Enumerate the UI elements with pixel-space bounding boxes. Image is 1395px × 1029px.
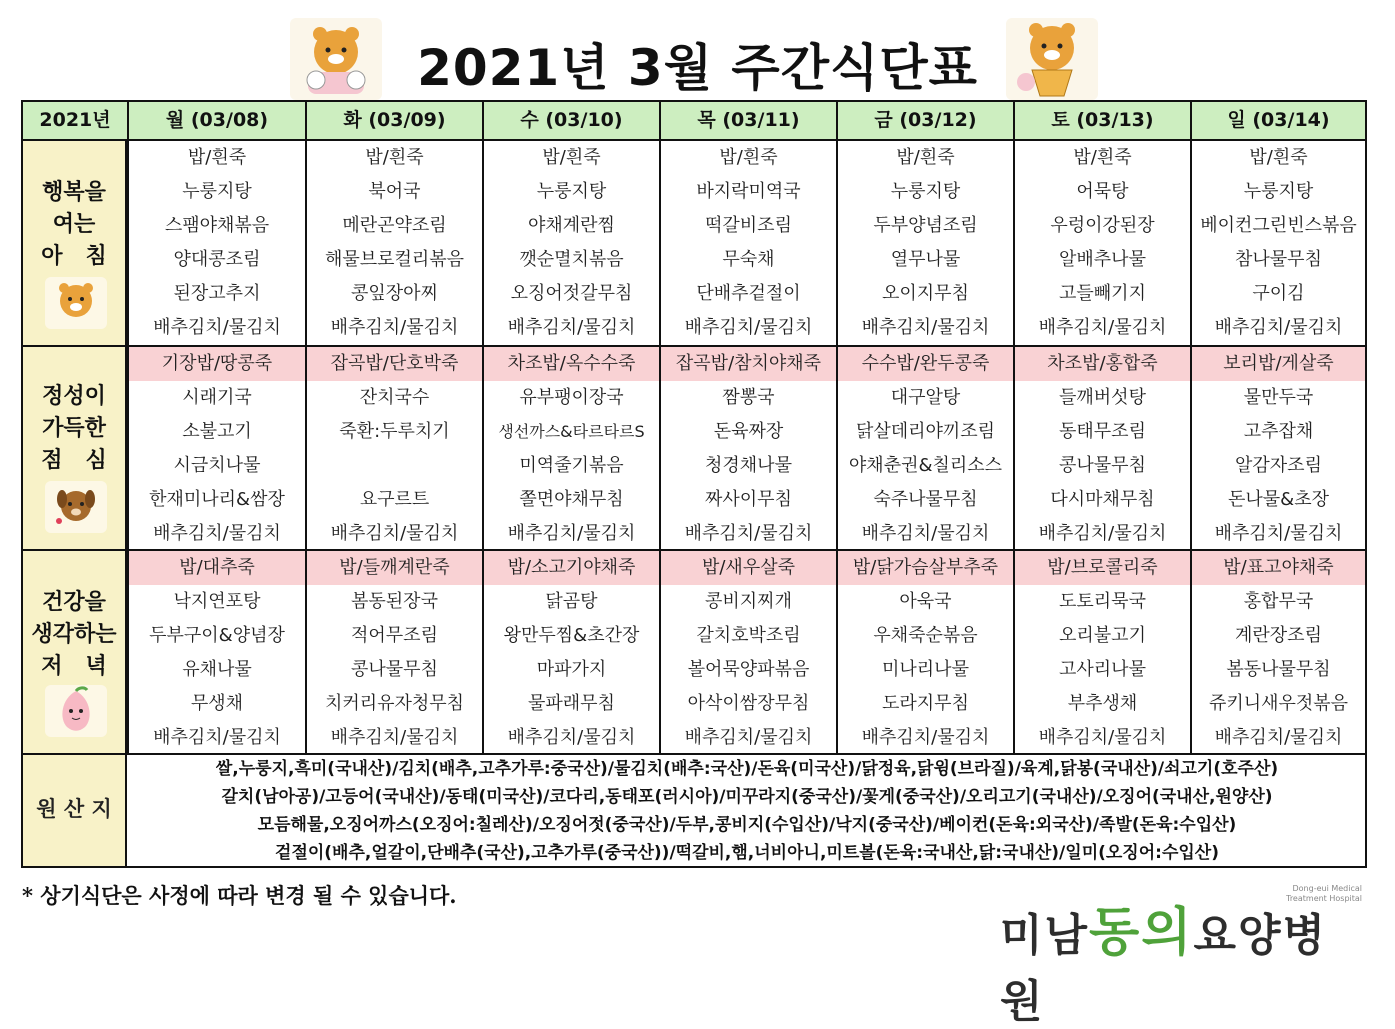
origin-text [129, 755, 1365, 867]
mascot-icon [45, 481, 107, 533]
menu-item: 누룽지탕 [536, 181, 607, 202]
menu-item: 배추김치/물김치 [1038, 727, 1167, 748]
menu-item: 부추생채 [1067, 693, 1138, 714]
dinner-day-column [659, 551, 836, 753]
menu-item: 단배추겉절이 [696, 283, 801, 304]
menu-item: 밥/흰죽 [187, 147, 247, 168]
year-header: 2021년 [39, 109, 111, 131]
menu-table [21, 100, 1367, 868]
menu-item: 구이김 [1252, 283, 1305, 304]
breakfast-label-cell [23, 141, 127, 345]
dinner-day-column [1013, 551, 1190, 753]
menu-item: 시금치나물 [173, 455, 261, 476]
menu-item: 깻순멸치볶음 [519, 249, 624, 270]
menu-item-rice-porridge: 잡곡밥/참치야채죽 [661, 347, 836, 381]
title-area [0, 14, 1395, 100]
menu-item: 봄동된장국 [351, 591, 438, 612]
lunch-day-column [1013, 347, 1190, 549]
menu-item-rice-porridge: 기장밥/땅콩죽 [129, 347, 305, 381]
menu-item: 배추김치/물김치 [153, 727, 281, 748]
menu-item: 볼어묵양파볶음 [687, 659, 810, 680]
menu-item: 청경채나물 [705, 455, 792, 476]
menu-item: 밥/흰죽 [719, 147, 778, 168]
menu-item-rice-porridge: 밥/새우살죽 [661, 551, 836, 585]
dinner-day-column [1190, 551, 1365, 753]
lunch-day-column [836, 347, 1013, 549]
menu-item: 메란곤약조림 [342, 215, 447, 236]
menu-item: 양대콩조림 [173, 249, 261, 270]
menu-item: 콩잎장아찌 [351, 283, 438, 304]
menu-item-rice-porridge: 밥/브로콜리죽 [1015, 551, 1190, 585]
menu-item: 무생채 [190, 693, 244, 714]
menu-item: 베이컨그린빈스볶음 [1200, 215, 1357, 236]
mascot-icon [45, 685, 107, 737]
menu-item: 잔치국수 [359, 387, 430, 408]
menu-item-rice-porridge: 수수밥/완두콩죽 [838, 347, 1013, 381]
origin-label: 원 산 지 [36, 797, 112, 821]
menu-item: 돈나물&초장 [1228, 489, 1329, 510]
breakfast-day-column [836, 141, 1013, 345]
menu-item: 소불고기 [182, 421, 252, 442]
lunch-day-column [305, 347, 482, 549]
menu-item-rice-porridge: 차조밥/홍합죽 [1015, 347, 1190, 381]
logo-part: 요양병원 [1000, 910, 1327, 1027]
menu-item: 시래기국 [182, 387, 252, 408]
lunch-section [23, 347, 1365, 551]
menu-item: 배추김치/물김치 [507, 317, 636, 338]
menu-item: 고추잡채 [1243, 421, 1314, 442]
menu-item: 해물브로컬리볶음 [324, 249, 465, 270]
menu-item-rice-porridge: 밥/닭가슴살부추죽 [838, 551, 1013, 585]
menu-item: 밥/흰죽 [365, 147, 424, 168]
dinner-day-column [836, 551, 1013, 753]
menu-item: 스팸야채볶음 [164, 215, 270, 236]
menu-item: 갈치호박조림 [696, 625, 801, 646]
logo-part-highlight: 동의 [1089, 902, 1194, 963]
menu-item-rice-porridge: 보리밥/게살죽 [1192, 347, 1365, 381]
menu-item: 배추김치/물김치 [1038, 317, 1167, 338]
menu-item: 쫄면야채무침 [519, 489, 624, 510]
dinner-day-column [482, 551, 659, 753]
menu-item: 요구르트 [359, 489, 430, 510]
menu-item: 봄동나물무침 [1226, 659, 1331, 680]
menu-item: 배추김치/물김치 [861, 317, 990, 338]
breakfast-day-column [305, 141, 482, 345]
day-header: 일 (03/14) [1190, 102, 1365, 139]
menu-item: 두부양념조림 [873, 215, 978, 236]
menu-item: 왕만두찜&초간장 [503, 625, 640, 646]
breakfast-day-column [1190, 141, 1365, 345]
menu-item: 유부팽이장국 [519, 387, 624, 408]
menu-item: 도라지무침 [882, 693, 969, 714]
menu-item: 야채춘권&칠리소스 [848, 455, 1003, 476]
menu-item: 치커리유자청무침 [324, 693, 465, 714]
origin-label-cell [23, 755, 127, 866]
breakfast-day-column [659, 141, 836, 345]
menu-item: 콩비지찌개 [705, 591, 792, 612]
menu-item: 숙주나물무침 [873, 489, 978, 510]
day-header: 금 (03/12) [836, 102, 1013, 139]
menu-item: 짬뽕국 [722, 387, 775, 408]
menu-item-rice-porridge: 밥/들깨계란죽 [307, 551, 482, 585]
menu-item: 콩나물무침 [1059, 455, 1146, 476]
menu-item: 다시마채무침 [1050, 489, 1155, 510]
origin-line: 갈치(남아공)/고등어(국내산)/동태(미국산)/코다리,동태포(러시아)/미꾸라지(중국산)/꽃게(중국산)/오리고기(국내산)/오징어(국내산,원양산) [221, 787, 1273, 807]
menu-item: 닭곰탕 [545, 591, 598, 612]
origin-section [23, 755, 1365, 866]
menu-item: 배추김치/물김치 [1214, 727, 1343, 748]
menu-item: 우채죽순볶음 [873, 625, 978, 646]
menu-item-rice-porridge: 차조밥/옥수수죽 [484, 347, 659, 381]
menu-item: 물파래무침 [528, 693, 615, 714]
breakfast-label: 행복을 여는 아 침 [41, 180, 107, 269]
menu-item: 배추김치/물김치 [330, 727, 459, 748]
breakfast-day-column [127, 141, 305, 345]
day-header: 월 (03/08) [127, 102, 305, 139]
lunch-label: 정성이 가득한 점 심 [41, 384, 107, 473]
menu-item: 누룽지탕 [1243, 181, 1314, 202]
menu-item: 물만두국 [1243, 387, 1314, 408]
menu-item: 북어국 [368, 181, 421, 202]
menu-item-rice-porridge: 밥/표고야채죽 [1192, 551, 1365, 585]
menu-item: 오리불고기 [1059, 625, 1146, 646]
hospital-logo [1000, 876, 1365, 1027]
menu-item: 알감자조림 [1235, 455, 1322, 476]
lunch-day-column [127, 347, 305, 549]
lunch-day-column [482, 347, 659, 549]
menu-item: 알배추나물 [1059, 249, 1146, 270]
menu-item: 짜사이무침 [705, 489, 792, 510]
menu-item: 고들빼기지 [1059, 283, 1146, 304]
menu-item: 유채나물 [182, 659, 252, 680]
logo-part: 미남 [1000, 910, 1090, 961]
breakfast-day-column [1013, 141, 1190, 345]
origin-line: 모듬해물,오징어까스(오징어:칠레산)/오징어젓(중국산)/두부,콩비지(수입산)/낙지(중국산)/베이컨(돈육:외국산)/족발(돈육:수입산) [257, 815, 1237, 835]
menu-item: 참나물무침 [1235, 249, 1322, 270]
menu-item: 돈육짜장 [713, 421, 784, 442]
day-header: 수 (03/10) [482, 102, 659, 139]
menu-item: 생선까스&타르타르S [498, 422, 645, 441]
change-notice: * 상기식단은 사정에 따라 변경 될 수 있습니다. [22, 883, 457, 908]
menu-item: 배추김치/물김치 [507, 523, 636, 544]
mascot-icon [45, 277, 107, 329]
menu-item: 홍합무국 [1243, 591, 1314, 612]
menu-item: 배추김치/물김치 [1214, 523, 1343, 544]
menu-item: 배추김치/물김치 [684, 317, 813, 338]
dinner-label-cell [23, 551, 127, 753]
menu-item: 배추김치/물김치 [330, 317, 459, 338]
menu-item: 계란장조림 [1235, 625, 1322, 646]
menu-item: 열무나물 [890, 249, 961, 270]
menu-item: 쥬키니새우젓볶음 [1208, 693, 1349, 714]
menu-item: 배추김치/물김치 [1214, 317, 1343, 338]
menu-item-rice-porridge: 밥/대추죽 [129, 551, 305, 585]
menu-item: 오이지무침 [882, 283, 969, 304]
menu-item: 밥/흰죽 [1073, 147, 1132, 168]
table-header-row [23, 102, 1365, 141]
menu-item: 배추김치/물김치 [861, 523, 990, 544]
menu-item-rice-porridge: 밥/소고기야채죽 [484, 551, 659, 585]
mascot-image-right [1006, 18, 1098, 100]
menu-item [307, 449, 482, 483]
menu-item: 아삭이쌈장무침 [687, 693, 810, 714]
menu-item: 아욱국 [899, 591, 952, 612]
menu-item: 대구알탕 [890, 387, 961, 408]
menu-item: 두부구이&양념장 [149, 625, 285, 646]
menu-item: 어묵탕 [1076, 181, 1129, 202]
dinner-day-column [305, 551, 482, 753]
menu-item: 바지락미역국 [696, 181, 801, 202]
menu-item: 배추김치/물김치 [330, 523, 459, 544]
origin-line: 쌀,누룽지,흑미(국내산)/김치(배추,고추가루:중국산)/물김치(배추:국산)/돈육(미국산)/닭정육,닭윙(브라질)/육계,닭봉(국내산)/쇠고기(호주산) [215, 759, 1279, 779]
menu-item: 마파가지 [536, 659, 607, 680]
menu-item: 된장고추지 [173, 283, 261, 304]
day-header: 화 (03/09) [305, 102, 482, 139]
menu-item: 동태무조림 [1059, 421, 1146, 442]
menu-item: 오징어젓갈무침 [510, 283, 633, 304]
logo-text [1000, 890, 1365, 1029]
menu-item: 낙지연포탕 [173, 591, 261, 612]
menu-item-rice-porridge: 잡곡밥/단호박죽 [307, 347, 482, 381]
menu-item: 배추김치/물김치 [684, 523, 813, 544]
menu-item: 배추김치/물김치 [684, 727, 813, 748]
menu-item: 배추김치/물김치 [153, 317, 281, 338]
page-title: 2021년 3월 주간식단표 [417, 39, 978, 97]
menu-item: 고사리나물 [1059, 659, 1146, 680]
menu-item: 배추김치/물김치 [861, 727, 990, 748]
dinner-section [23, 551, 1365, 755]
origin-line: 겉절이(배추,얼갈이,단배추(국산),고추가루(중국산))/떡갈비,햄,너비아니,미트볼(돈육:국내산,닭:국내산)/일미(오징어:수입산) [275, 843, 1219, 863]
lunch-day-column [659, 347, 836, 549]
menu-item: 닭살데리야끼조림 [855, 421, 996, 442]
menu-item: 배추김치/물김치 [153, 523, 281, 544]
menu-item: 죽환:두루치기 [339, 421, 450, 442]
menu-item: 밥/흰죽 [896, 147, 955, 168]
day-header: 목 (03/11) [659, 102, 836, 139]
menu-item: 콩나물무침 [351, 659, 438, 680]
breakfast-section [23, 141, 1365, 347]
menu-item: 배추김치/물김치 [507, 727, 636, 748]
menu-item: 야채계란찜 [528, 215, 615, 236]
breakfast-day-column [482, 141, 659, 345]
menu-item: 미역줄기볶음 [519, 455, 624, 476]
menu-item: 한재미나리&쌈장 [149, 489, 285, 510]
menu-item: 우렁이강된장 [1050, 215, 1155, 236]
menu-item: 밥/흰죽 [1249, 147, 1308, 168]
menu-item: 적어무조림 [351, 625, 438, 646]
menu-item: 떡갈비조림 [705, 215, 792, 236]
logo-subtitle: Dong-eui Medical Treatment Hospital [1286, 884, 1362, 903]
menu-item: 도토리묵국 [1059, 591, 1146, 612]
lunch-day-column [1190, 347, 1365, 549]
dinner-day-column [127, 551, 305, 753]
lunch-label-cell [23, 347, 127, 549]
day-header: 토 (03/13) [1013, 102, 1190, 139]
dinner-label: 건강을 생각하는 저 녁 [31, 590, 117, 679]
menu-item: 무숙채 [722, 249, 775, 270]
menu-item: 누룽지탕 [182, 181, 252, 202]
menu-item: 들깨버섯탕 [1059, 387, 1146, 408]
menu-item: 누룽지탕 [890, 181, 961, 202]
menu-item: 밥/흰죽 [542, 147, 601, 168]
menu-item: 미나리나물 [882, 659, 969, 680]
menu-item: 배추김치/물김치 [1038, 523, 1167, 544]
